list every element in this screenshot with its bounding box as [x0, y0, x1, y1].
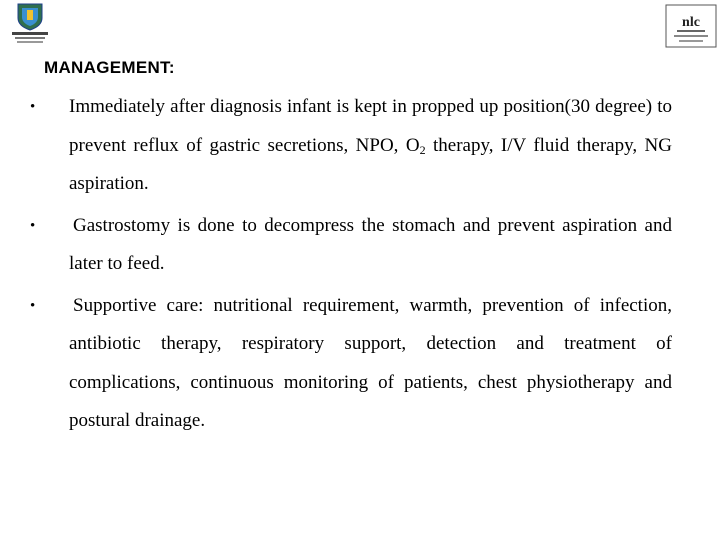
bullet-text-part: Immediately after diagnosis infant is kept in propped up position(30 degree) to prevent reflux of gastric secretions, NPO, O [69, 96, 672, 156]
institution-logo-left [6, 2, 54, 46]
bullet-item-diagnosis [30, 88, 672, 204]
institution-logo-right [665, 4, 717, 48]
svg-text:nlc: nlc [682, 15, 700, 30]
bullet-text: Supportive care: nutritional requirement, warmth, prevention of infection, antibiotic therapy, respiratory support, detection and treatment of complications, continuous monitoring of patients, chest physiotherapy and postural drainage. [69, 294, 672, 431]
bullet-text-part: therapy, I/V fluid therapy, NG aspiration. [69, 134, 672, 194]
bullet-marker: • [30, 217, 36, 234]
bullet-item-supportive-care [30, 287, 672, 441]
bullet-text: Gastrostomy is done to decompress the stomach and prevent aspiration and later to feed. [69, 214, 672, 274]
bullet-marker: • [30, 297, 36, 314]
bullet-item-gastrostomy [30, 207, 672, 284]
section-heading: MANAGEMENT: [44, 58, 175, 77]
oxygen-subscript: 2 [419, 142, 426, 157]
management-bullet-list [30, 88, 672, 441]
bullet-marker: • [30, 99, 36, 115]
